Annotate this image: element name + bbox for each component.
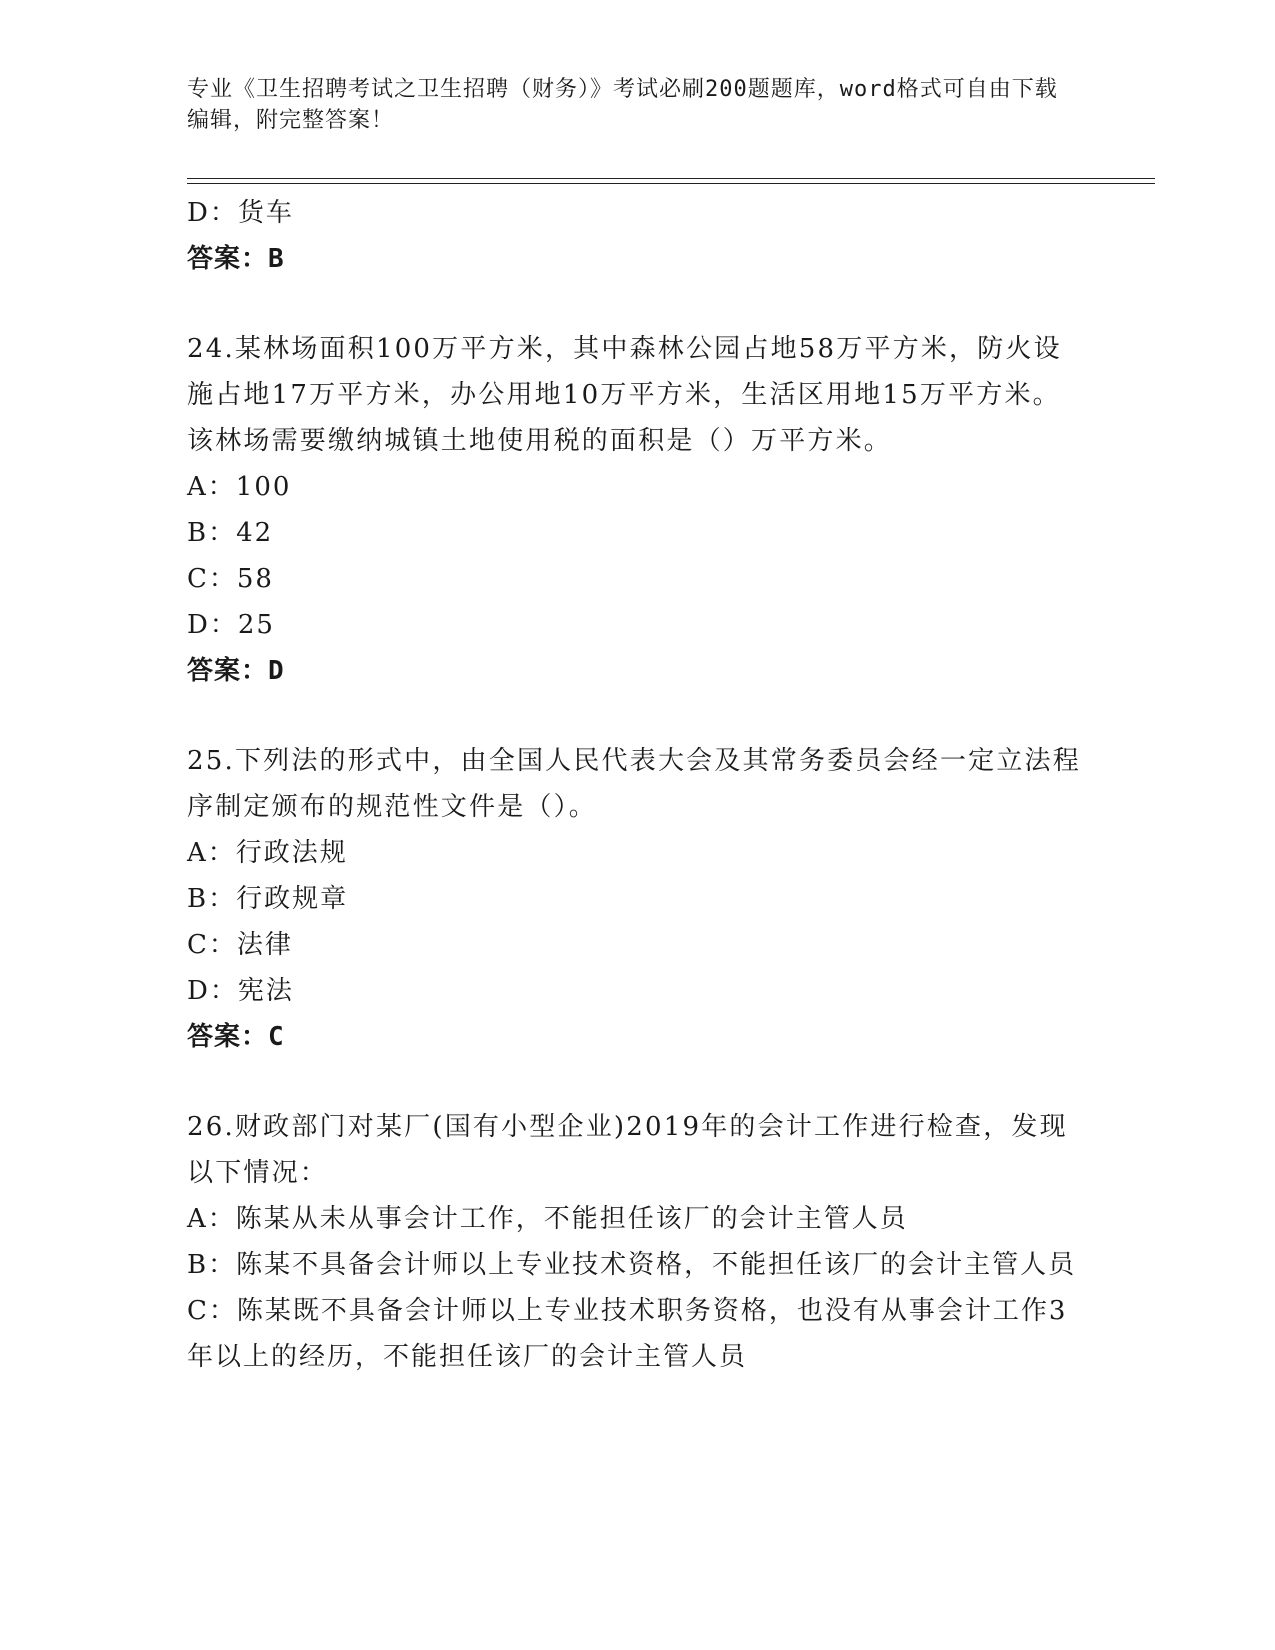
option-b: B：42 — [187, 518, 274, 548]
prev-answer: 答案：B — [187, 244, 285, 274]
question-text: 25.下列法的形式中，由全国人民代表大会及其常务委员会经一定立法程序制定颁布的规范性文件是（）。 — [187, 746, 1081, 822]
prev-option-d: D：货车 — [187, 198, 294, 228]
answer: 答案：C — [187, 1022, 285, 1052]
answer: 答案：D — [187, 656, 285, 686]
option-b: B：陈某不具备会计师以上专业技术资格，不能担任该厂的会计主管人员 — [187, 1250, 1077, 1280]
question-text: 26.财政部门对某厂(国有小型企业)2019年的会计工作进行检查，发现以下情况： — [187, 1112, 1068, 1188]
option-d: D：25 — [187, 610, 275, 640]
option-c: C：陈某既不具备会计师以上专业技术职务资格，也没有从事会计工作3年以上的经历，不能担任该厂的会计主管人员 — [187, 1296, 1068, 1372]
option-c: C：58 — [187, 564, 274, 594]
option-a: A：100 — [187, 472, 292, 502]
question-text: 24.某林场面积100万平方米，其中森林公园占地58万平方米，防火设施占地17万平方米，办公用地10万平方米，生活区用地15万平方米。该林场需要缴纳城镇土地使用税的面积是（）万平方米。 — [187, 334, 1062, 456]
question-25 — [187, 738, 1087, 1060]
option-b: B：行政规章 — [187, 884, 349, 914]
header-divider-bottom — [187, 183, 1155, 184]
header-divider-top — [187, 178, 1155, 179]
page-header: 专业《卫生招聘考试之卫生招聘（财务）》考试必刷200题题库，word格式可自由下载编辑，附完整答案！ — [187, 77, 1058, 133]
option-d: D：宪法 — [187, 976, 294, 1006]
option-c: C：法律 — [187, 930, 293, 960]
question-list — [187, 190, 1087, 1380]
option-a: A：行政法规 — [187, 838, 348, 868]
question-24 — [187, 326, 1087, 694]
question-26 — [187, 1104, 1087, 1380]
option-a: A：陈某从未从事会计工作，不能担任该厂的会计主管人员 — [187, 1204, 908, 1234]
